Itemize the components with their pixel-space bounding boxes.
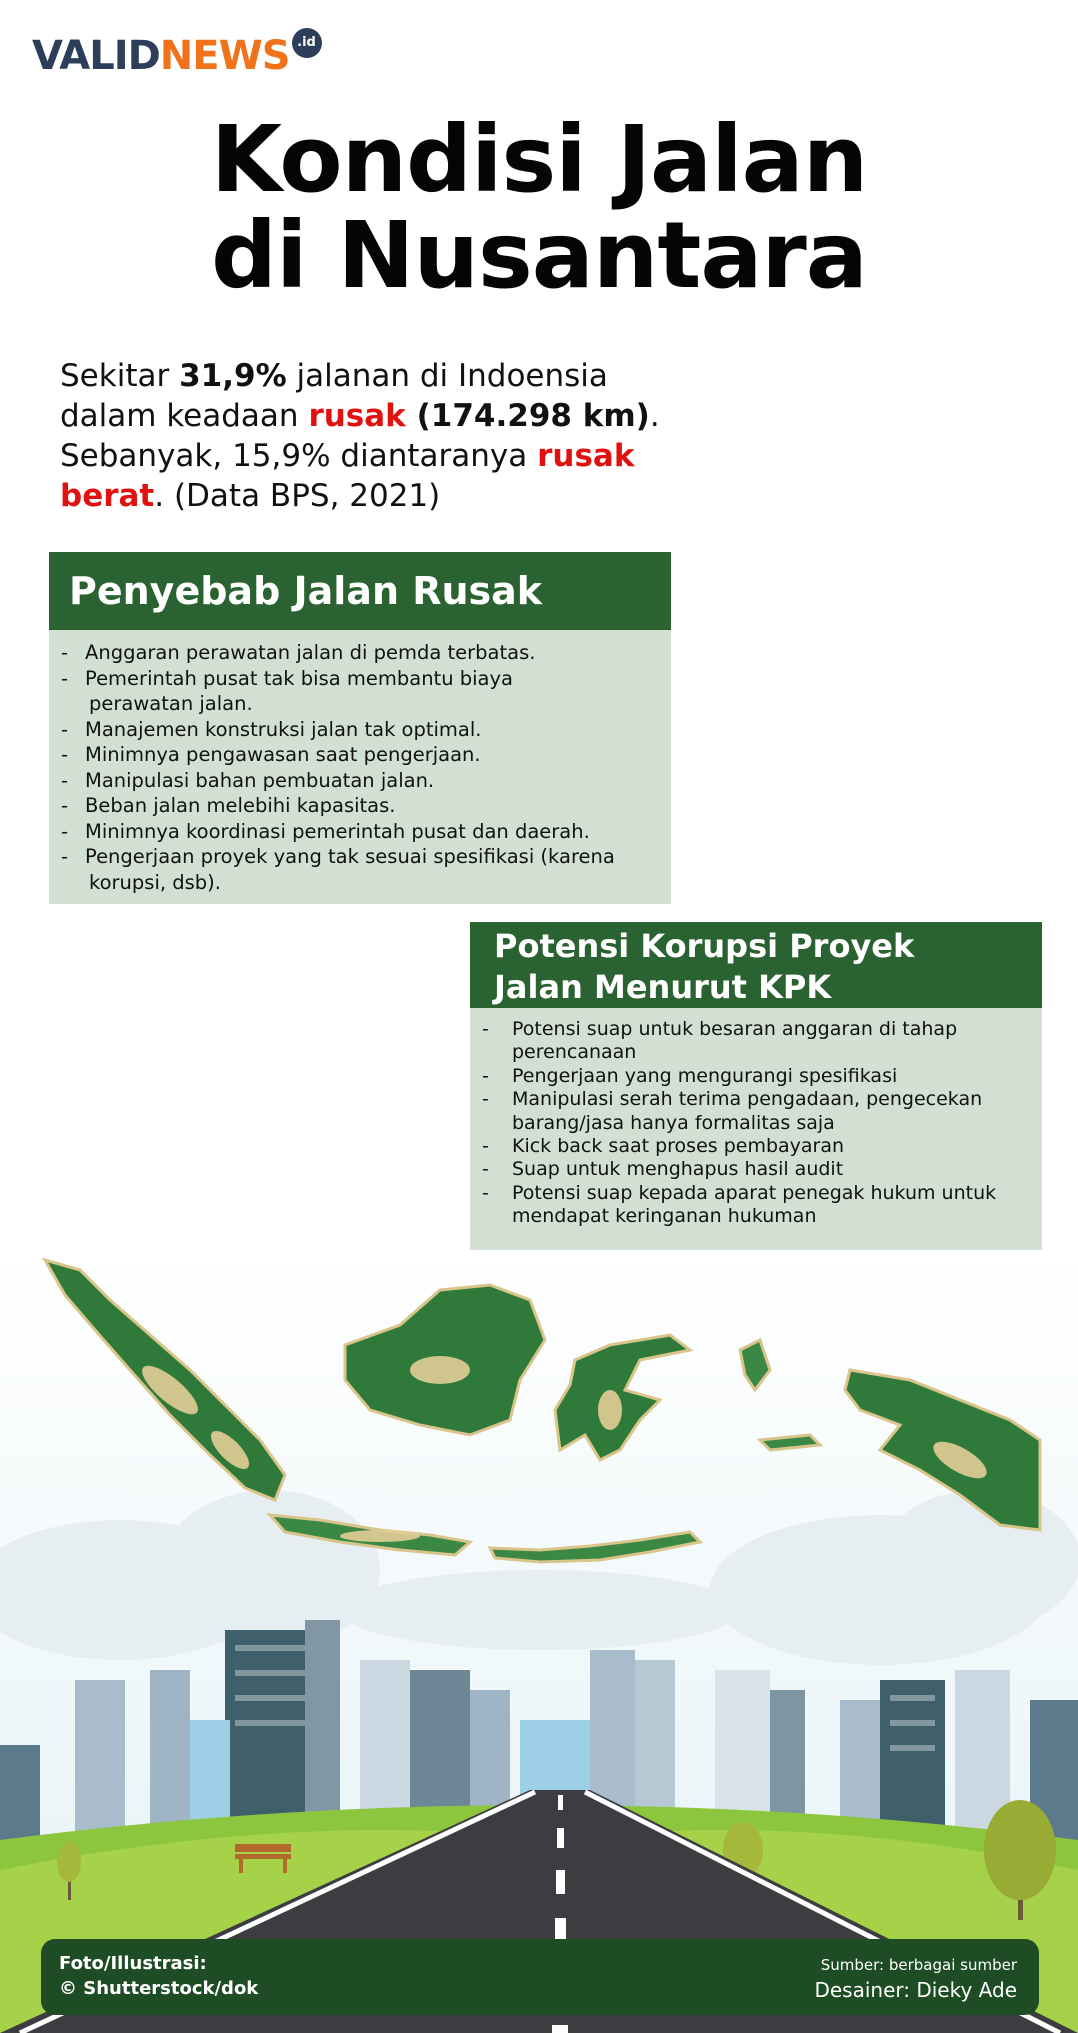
source-designer <box>814 1953 1017 2003</box>
list-item: - Pengerjaan yang mengurangi spesifikasi <box>482 1064 898 1087</box>
validnews-logo <box>32 28 322 84</box>
source-text: Sumber: berbagai sumber <box>820 1956 1017 1974</box>
intro-rusak-berat: rusak <box>537 438 635 474</box>
logo-news-text: NEWS <box>159 33 290 79</box>
causes-card <box>49 552 671 904</box>
list-item: - Pemerintah pusat tak bisa membantu biaya perawatan jalan. <box>61 666 513 715</box>
list-item: - Beban jalan melebihi kapasitas. <box>61 794 396 817</box>
photo-credit <box>59 1951 258 2001</box>
list-item: - Minimnya pengawasan saat pengerjaan. <box>61 743 481 766</box>
list-item: - Manajemen konstruksi jalan tak optimal. <box>61 717 482 741</box>
causes-title: Penyebab Jalan Rusak <box>49 552 671 630</box>
intro-percentage: 31,9% <box>179 358 287 394</box>
intro-source: . (Data BPS, 2021) <box>154 478 441 514</box>
footer-bar <box>41 1939 1039 2015</box>
intro-text: dalam keadaan <box>60 398 309 434</box>
intro-text: Sekitar <box>60 358 180 394</box>
title-line-2: di Nusantara <box>211 202 867 309</box>
list-item: - Pengerjaan proyek yang tak sesuai spesifikasi (karena korupsi, dsb). <box>61 845 615 894</box>
kpk-list <box>470 1008 1042 1229</box>
intro-text: Sebanyak, 15,9% diantaranya <box>60 438 538 474</box>
causes-list <box>49 630 671 895</box>
list-item: - Kick back saat proses pembayaran <box>482 1135 845 1158</box>
logo-id-badge: .id <box>292 28 322 58</box>
logo-valid-text: VALID <box>32 33 160 79</box>
intro-text: . <box>649 398 660 434</box>
kpk-title <box>470 922 1042 1008</box>
indonesia-map-road-illustration <box>0 1250 1078 2033</box>
intro-berat: berat <box>60 478 155 514</box>
designer-text: Desainer: Dieky Ade <box>814 1978 1017 2002</box>
list-item: - Minimnya koordinasi pemerintah pusat dan daerah. <box>61 819 590 843</box>
list-item: - Potensi suap kepada aparat penegak hukum untuk mendapat keringanan hukuman <box>482 1181 997 1228</box>
photo-label: Foto/Illustrasi: <box>59 1953 207 1974</box>
list-item: - Anggaran perawatan jalan di pemda terbatas. <box>61 641 536 664</box>
intro-rusak: rusak <box>308 398 406 434</box>
list-item: - Potensi suap untuk besaran anggaran di tahap perencanaan <box>482 1018 958 1064</box>
intro-text: jalanan di Indoensia <box>286 358 608 394</box>
list-item: - Suap untuk menghapus hasil audit <box>482 1158 844 1181</box>
list-item: - Manipulasi serah terima pengadaan, pengecekan barang/jasa hanya formalitas saja <box>482 1088 983 1134</box>
kpk-title-line-2: Jalan Menurut KPK <box>494 968 832 1006</box>
kpk-card <box>470 922 1042 1256</box>
intro-length: (174.298 km) <box>405 398 650 434</box>
list-item: - Manipulasi bahan pembuatan jalan. <box>61 768 435 792</box>
title-line-1: Kondisi Jalan <box>210 106 868 213</box>
intro-paragraph <box>60 356 700 516</box>
photo-credit-text: © Shutterstock/dok <box>59 1978 259 1999</box>
kpk-title-line-1: Potensi Korupsi Proyek <box>494 927 915 965</box>
